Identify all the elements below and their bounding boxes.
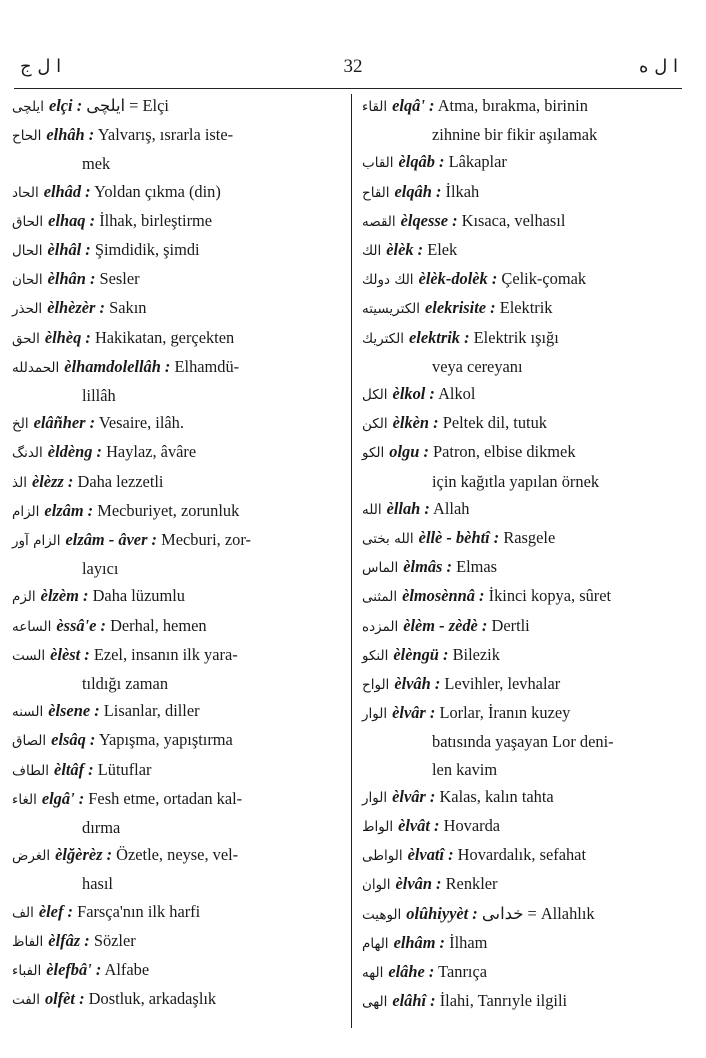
entry-arabic: الحاح bbox=[12, 128, 42, 145]
entry-definition: İlhak, birleştirme bbox=[99, 210, 213, 230]
dictionary-entry bbox=[362, 870, 666, 899]
entry-headword: elâhe : bbox=[388, 962, 435, 982]
entry-definition: Elektrik bbox=[499, 298, 553, 318]
entry-arabic: الدنگ bbox=[12, 445, 43, 462]
entry-arabic: الغاء bbox=[12, 791, 37, 808]
entry-headword: èlhân : bbox=[47, 269, 96, 289]
entry-arabic: الهام bbox=[362, 935, 389, 952]
entry-definition: Kalas, kalın tahta bbox=[439, 786, 554, 806]
dictionary-entry bbox=[362, 438, 666, 467]
entry-arabic: الك bbox=[362, 243, 382, 260]
entry-arabic: المثنى bbox=[362, 589, 398, 606]
entry-headword: èlèk-dolèk : bbox=[418, 269, 498, 289]
dictionary-entry bbox=[362, 524, 666, 553]
entry-arabic: المزده bbox=[362, 618, 399, 635]
entry-arabic: الفاظ bbox=[12, 933, 44, 950]
entry-arabic: الكتريسيته bbox=[362, 301, 421, 318]
entry-definition: Rasgele bbox=[503, 528, 556, 548]
header-left-arabic: ا ل ج bbox=[20, 56, 62, 77]
dictionary-entry bbox=[362, 783, 666, 812]
entry-definition: Elhamdü- bbox=[174, 356, 240, 376]
entry-arabic: الكتريك bbox=[362, 330, 404, 347]
entry-headword: olfèt : bbox=[44, 989, 85, 1009]
entry-arabic: الزام آور bbox=[12, 533, 61, 550]
dictionary-entry bbox=[12, 497, 340, 526]
entry-definition: Sözler bbox=[93, 930, 136, 950]
entry-headword: èlèst : bbox=[50, 644, 90, 664]
entry-definition: Mecburi, zor- bbox=[161, 530, 251, 550]
entry-headword: èlhèzèr : bbox=[47, 298, 105, 318]
dictionary-entry bbox=[12, 324, 340, 353]
dictionary-entry bbox=[362, 148, 666, 177]
entry-definition: Fesh etme, ortadan kal- bbox=[88, 788, 243, 808]
dictionary-entry bbox=[362, 699, 666, 728]
dictionary-entry bbox=[362, 670, 666, 699]
entry-arabic: الهه bbox=[362, 965, 384, 982]
dictionary-entry bbox=[362, 929, 666, 958]
dictionary-entry bbox=[12, 207, 340, 236]
entry-arabic: ايلچى bbox=[12, 99, 44, 115]
entry-headword: èlèzz : bbox=[31, 471, 74, 491]
dictionary-entry bbox=[362, 841, 666, 870]
dictionary-entry bbox=[362, 324, 666, 353]
dictionary-entry bbox=[12, 409, 340, 438]
entry-headword: èlhâl : bbox=[47, 240, 91, 260]
entry-arabic: الكن bbox=[362, 416, 388, 433]
entry-headword: elqâh : bbox=[394, 181, 442, 201]
entry-headword: èlzèm : bbox=[40, 586, 89, 606]
entry-definition: Tanrıça bbox=[438, 962, 488, 982]
page-header bbox=[0, 52, 706, 88]
entry-arabic: القاء bbox=[362, 99, 388, 115]
entry-headword: elektrik : bbox=[408, 327, 470, 347]
dictionary-entry bbox=[362, 380, 666, 409]
entry-definition: Lütuflar bbox=[97, 759, 152, 779]
entry-arabic: الفت bbox=[12, 992, 40, 1009]
entry-headword: èlvân : bbox=[395, 874, 442, 894]
entry-arabic: الماس bbox=[362, 560, 399, 577]
dictionary-entry bbox=[12, 526, 340, 555]
dictionary-entry bbox=[12, 612, 340, 641]
entry-definition: Kısaca, velhasıl bbox=[461, 210, 566, 230]
entry-arabic: الحان bbox=[12, 272, 43, 289]
entry-headword: èlqesse : bbox=[400, 210, 458, 230]
dictionary-entry bbox=[362, 178, 666, 207]
entry-headword: olûhiyyèt : bbox=[406, 903, 478, 923]
entry-arabic: الف bbox=[12, 904, 34, 921]
entry-headword: elsâq : bbox=[51, 730, 96, 750]
entry-definition: خداىى = Allahlık bbox=[481, 903, 595, 923]
entry-headword: elzâm - âver : bbox=[65, 530, 158, 550]
dictionary-entry bbox=[12, 468, 340, 497]
entry-definition: Yapışma, yapıştırma bbox=[98, 730, 233, 750]
entry-definition: Hovarda bbox=[443, 816, 501, 836]
entry-headword: elgâ' : bbox=[41, 788, 85, 808]
entry-arabic: الحاق bbox=[12, 213, 44, 230]
entry-definition: Elmas bbox=[456, 557, 498, 577]
entry-definition: Peltek dil, tutuk bbox=[442, 413, 547, 433]
entry-headword: èlqâb : bbox=[398, 152, 445, 172]
entry-definition: İkinci kopya, sûret bbox=[488, 586, 612, 606]
entry-definition: Dostluk, arkadaşlık bbox=[88, 989, 217, 1009]
entry-arabic: الزام bbox=[12, 503, 40, 520]
entry-definition: Özetle, neyse, vel- bbox=[116, 845, 239, 865]
dictionary-entry bbox=[12, 726, 340, 755]
entry-definition-continued: hasıl bbox=[82, 874, 113, 894]
dictionary-entry bbox=[362, 612, 666, 641]
entry-definition-continued: mek bbox=[82, 154, 111, 174]
entry-headword: èlefbâ' : bbox=[46, 960, 102, 980]
dictionary-entry bbox=[362, 236, 666, 265]
entry-definition: Daha lezzetli bbox=[77, 471, 164, 491]
entry-headword: èlvâh : bbox=[394, 674, 441, 694]
entry-definition: Allah bbox=[433, 498, 470, 518]
entry-arabic: الست bbox=[12, 647, 46, 664]
dictionary-entry bbox=[12, 641, 340, 670]
dictionary-entry bbox=[362, 92, 666, 121]
dictionary-entry bbox=[12, 178, 340, 207]
entry-headword: elâñher : bbox=[33, 413, 96, 433]
entry-definition: Alfabe bbox=[104, 960, 150, 980]
entry-arabic: الوار bbox=[362, 706, 388, 723]
entry-headword: olgu : bbox=[389, 442, 429, 462]
entry-definition: Elektrik ışığı bbox=[473, 327, 559, 347]
entry-definition: Lorlar, İranın kuzey bbox=[439, 703, 571, 723]
entry-definition-continued: len kavim bbox=[432, 759, 498, 779]
entry-definition: ايلچى = Elçi bbox=[86, 96, 169, 115]
dictionary-entry bbox=[362, 553, 666, 582]
entry-headword: èlkèn : bbox=[392, 413, 439, 433]
dictionary-entry bbox=[362, 294, 666, 323]
entry-arabic: الغرض bbox=[12, 848, 51, 865]
entry-definition-continued: veya cereyanı bbox=[432, 356, 523, 376]
entry-definition: Lâkaplar bbox=[448, 152, 507, 172]
entry-arabic: الزم bbox=[12, 589, 36, 606]
entry-definition: İlham bbox=[449, 932, 488, 952]
dictionary-entry bbox=[362, 958, 666, 987]
entry-headword: èlfâz : bbox=[48, 930, 90, 950]
entry-headword: èlhèq : bbox=[44, 327, 91, 347]
entry-headword: èlèngü : bbox=[393, 644, 449, 664]
dictionary-entry bbox=[362, 409, 666, 438]
entry-arabic: الوار bbox=[362, 789, 388, 806]
entry-definition-continued: için kağıtla yapılan örnek bbox=[432, 471, 600, 491]
entry-definition: Patron, elbise dikmek bbox=[433, 442, 576, 462]
left-column bbox=[12, 92, 340, 1015]
entry-arabic: الصاق bbox=[12, 733, 47, 750]
dictionary-entry bbox=[362, 495, 666, 524]
header-rule bbox=[14, 88, 682, 89]
entry-definition-continued: dırma bbox=[82, 818, 121, 838]
dictionary-entry bbox=[12, 121, 340, 150]
entry-arabic: الله bbox=[362, 501, 382, 518]
dictionary-entry bbox=[12, 265, 340, 294]
dictionary-entry bbox=[12, 841, 340, 870]
entry-definition: Elek bbox=[427, 240, 458, 260]
entry-arabic: الحذر bbox=[12, 301, 43, 318]
entry-headword: èlmosènnâ : bbox=[402, 586, 485, 606]
entry-headword: elhaq : bbox=[48, 210, 96, 230]
dictionary-entry bbox=[12, 353, 340, 382]
entry-arabic: النكو bbox=[362, 647, 389, 664]
dictionary-entry bbox=[362, 207, 666, 236]
entry-arabic: الواطى bbox=[362, 848, 403, 865]
dictionary-entry bbox=[12, 582, 340, 611]
entry-headword: èlsene : bbox=[48, 701, 100, 721]
dictionary-entry bbox=[12, 92, 340, 121]
entry-headword: èlğèrèz : bbox=[55, 845, 113, 865]
entry-definition: Mecburiyet, zorunluk bbox=[97, 500, 240, 520]
entry-arabic: الفباء bbox=[12, 963, 42, 980]
entry-definition: Levihler, levhalar bbox=[444, 674, 561, 694]
entry-arabic: السنه bbox=[12, 704, 44, 721]
entry-arabic: الك دولك bbox=[362, 272, 414, 289]
entry-definition: Çelik-çomak bbox=[501, 269, 587, 289]
dictionary-entry bbox=[12, 438, 340, 467]
entry-definition: Farsça'nın ilk harfi bbox=[77, 901, 201, 921]
entry-arabic: الله بختى bbox=[362, 531, 414, 548]
dictionary-entry bbox=[12, 898, 340, 927]
entry-headword: èldèng : bbox=[47, 442, 102, 462]
entry-headword: èllah : bbox=[386, 498, 430, 518]
entry-definition: Şimdidik, şimdi bbox=[94, 240, 200, 260]
entry-headword: èlmâs : bbox=[403, 557, 452, 577]
entry-headword: èllè - bèhtî : bbox=[418, 528, 500, 548]
entry-definition-continued: lillâh bbox=[82, 386, 116, 406]
dictionary-entry bbox=[12, 985, 340, 1014]
dictionary-entry bbox=[362, 265, 666, 294]
entry-definition: Daha lüzumlu bbox=[92, 586, 185, 606]
entry-headword: èlhamdolellâh : bbox=[64, 356, 171, 376]
entry-definition: Ezel, insanın ilk yara- bbox=[93, 644, 238, 664]
entry-definition-continued: zihnine bir fikir aşılamak bbox=[432, 125, 598, 145]
entry-headword: elhâh : bbox=[46, 125, 95, 145]
dictionary-entry bbox=[362, 641, 666, 670]
entry-definition: Haylaz, âvâre bbox=[106, 442, 197, 462]
entry-arabic: القاح bbox=[362, 184, 390, 201]
dictionary-entry bbox=[12, 927, 340, 956]
entry-headword: èlèm - zèdè : bbox=[403, 615, 488, 635]
entry-arabic: الهى bbox=[362, 994, 388, 1011]
dictionary-entry bbox=[12, 236, 340, 265]
entry-headword: èlvât : bbox=[398, 816, 440, 836]
entry-definition: Alkol bbox=[438, 384, 476, 404]
entry-definition: Dertli bbox=[491, 615, 530, 635]
entry-headword: èlvatî : bbox=[407, 845, 454, 865]
entry-definition: Sakın bbox=[109, 298, 147, 318]
entry-arabic: الوان bbox=[362, 877, 391, 894]
entry-arabic: الذ bbox=[12, 474, 27, 491]
entry-arabic: الساعه bbox=[12, 618, 52, 635]
entry-definition: Atma, bırakma, birinin bbox=[437, 96, 588, 115]
entry-definition: Vesaire, ilâh. bbox=[98, 413, 184, 433]
entry-definition: Hakikatan, gerçekten bbox=[94, 327, 235, 347]
entry-headword: elçi : bbox=[48, 96, 83, 115]
dictionary-entry bbox=[12, 956, 340, 985]
entry-arabic: الخ bbox=[12, 416, 29, 433]
dictionary-entry bbox=[362, 900, 666, 929]
column-divider bbox=[351, 94, 352, 1028]
entry-definition: Yoldan çıkma (din) bbox=[94, 181, 221, 201]
entry-headword: èlvâr : bbox=[392, 786, 436, 806]
entry-definition: Renkler bbox=[445, 874, 498, 894]
entry-definition: Bilezik bbox=[452, 644, 500, 664]
entry-headword: elhâd : bbox=[43, 181, 91, 201]
entry-definition: Yalvarış, ısrarla iste- bbox=[97, 125, 234, 145]
entry-headword: èssâ'e : bbox=[56, 615, 106, 635]
dictionary-entry bbox=[362, 987, 666, 1016]
entry-definition: Derhal, hemen bbox=[110, 615, 207, 635]
entry-arabic: الكل bbox=[362, 387, 388, 404]
dictionary-entry bbox=[12, 785, 340, 814]
dictionary-entry bbox=[12, 756, 340, 785]
entry-headword: èlvâr : bbox=[392, 703, 436, 723]
entry-definition: İlahi, Tanrıyle ilgili bbox=[439, 991, 568, 1011]
dictionary-entry bbox=[362, 812, 666, 841]
entry-arabic: القاب bbox=[362, 155, 394, 172]
entry-definition: İlkah bbox=[445, 181, 480, 201]
entry-headword: èltâf : bbox=[54, 759, 94, 779]
entry-arabic: الواح bbox=[362, 677, 390, 694]
right-column bbox=[362, 92, 666, 1017]
entry-definition: Sesler bbox=[99, 269, 140, 289]
entry-arabic: الوهيت bbox=[362, 906, 402, 923]
entry-arabic: الطاف bbox=[12, 762, 50, 779]
entry-arabic: الحال bbox=[12, 243, 43, 260]
dictionary-entry bbox=[12, 697, 340, 726]
entry-arabic: القصه bbox=[362, 213, 396, 230]
entry-arabic: الحاد bbox=[12, 184, 39, 201]
dictionary-entry bbox=[12, 294, 340, 323]
dictionary-entry bbox=[362, 582, 666, 611]
entry-headword: èlèk : bbox=[386, 240, 424, 260]
page-number: 32 bbox=[343, 56, 363, 77]
entry-headword: èlkol : bbox=[392, 384, 435, 404]
entry-definition: Lisanlar, diller bbox=[103, 701, 200, 721]
entry-definition: Hovardalık, sefahat bbox=[457, 845, 587, 865]
entry-headword: elâhî : bbox=[392, 991, 436, 1011]
entry-headword: elhâm : bbox=[393, 932, 446, 952]
header-right-arabic: ا ل ه bbox=[639, 56, 678, 77]
entry-arabic: الحق bbox=[12, 330, 40, 347]
entry-definition-continued: batısında yaşayan Lor deni- bbox=[432, 732, 614, 752]
entry-arabic: الحمدلله bbox=[12, 359, 60, 376]
entry-arabic: الكو bbox=[362, 445, 385, 462]
entry-definition-continued: layıcı bbox=[82, 559, 119, 579]
entry-definition-continued: tıldığı zaman bbox=[82, 674, 169, 694]
entry-headword: elqâ' : bbox=[392, 96, 435, 115]
entry-headword: èlef : bbox=[38, 901, 73, 921]
entry-headword: elzâm : bbox=[44, 500, 94, 520]
entry-arabic: الواط bbox=[362, 819, 394, 836]
entry-headword: elekrisite : bbox=[425, 298, 496, 318]
